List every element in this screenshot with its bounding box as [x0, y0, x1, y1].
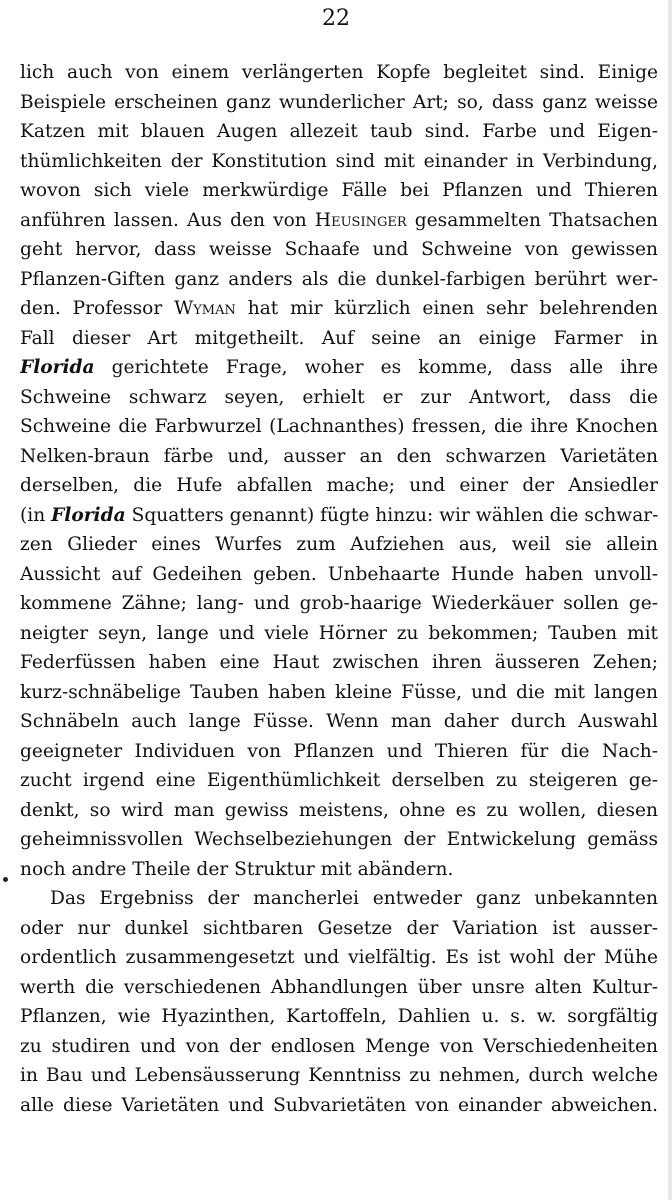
text-line: Nelken-braun färbe und, ausser an den schwarzen Varietäten	[20, 445, 658, 467]
text-line: zucht irgend eine Eigenthümlichkeit derselben zu steigeren ge-	[20, 770, 658, 791]
paragraph-laws-of-variation	[20, 884, 658, 1120]
text-segment: gerichtete Frage, woher es komme, dass alle ihre	[94, 357, 658, 378]
text-line	[20, 501, 658, 531]
text-line: Das Ergebniss der mancherlei entweder ganz unbekannten	[50, 888, 658, 909]
text-line: zen Glieder eines Wurfes zum Aufziehen aus, weil sie allein	[20, 534, 658, 555]
text-line: lich auch von einem verlängerten Kopfe begleitet sind. Einige	[20, 62, 658, 83]
text-line: kommene Zähne; lang- und grob-haarige Wiederkäuer sollen ge-	[20, 593, 658, 614]
paragraph-variation-correlations	[20, 58, 658, 884]
text-line	[20, 206, 658, 236]
text-line: oder nur dunkel sichtbaren Gesetze der Variation ist ausser-	[20, 917, 658, 939]
text-line: geheimnissvollen Wechselbeziehungen der Entwickelung gemäss	[20, 829, 658, 850]
body-text	[20, 58, 658, 1120]
text-line	[20, 353, 658, 383]
text-segment: Squatters genannt) fügte hinzu: wir wählen die schwar-	[125, 504, 658, 526]
text-line: geht hervor, dass weisse Schaafe und Schweine von gewissen	[20, 239, 658, 260]
text-line: in Bau und Lebensäusserung Kenntniss zu nehmen, durch welche	[20, 1065, 658, 1086]
text-line: Beispiele erscheinen ganz wunderlicher Art; so, dass ganz weisse	[20, 91, 658, 113]
text-line: Pflanzen, wie Hyazinthen, Kartoffeln, Dahlien u. s. w. sorgfältig	[20, 1006, 658, 1027]
text-line: ordentlich zusammengesetzt und vielfältig. Es ist wohl der Mühe	[20, 947, 658, 968]
place-name-florida: Florida	[20, 357, 95, 378]
text-line: alle diese Varietäten und Subvarietäten von einander abweichen.	[20, 1094, 658, 1116]
author-name-wyman: Wyman	[174, 298, 236, 319]
text-line: Federfüssen haben eine Haut zwischen ihren äusseren Zehen;	[20, 652, 658, 673]
text-line: denkt, so wird man gewiss meistens, ohne es zu wollen, diesen	[20, 799, 658, 821]
text-line: Schweine schwarz seyen, erhielt er zur Antwort, dass die	[20, 386, 658, 408]
text-line: werth die verschiedenen Abhandlungen über unsre alten Kultur-	[20, 976, 658, 998]
text-line: noch andre Theile der Struktur mit abändern.	[20, 858, 454, 880]
text-line	[20, 294, 658, 324]
page-number: 22	[322, 6, 350, 31]
text-line: derselben, die Hufe abfallen mache; und einer der Ansiedler	[20, 475, 658, 496]
author-name-heusinger: Heusinger	[314, 209, 407, 231]
text-segment: den. Professor	[20, 298, 175, 319]
text-line: Schweine die Farbwurzel (Lachnanthes) fressen, die ihre Knochen	[20, 416, 658, 437]
text-line: Fall dieser Art mitgetheilt. Auf seine an einige Farmer in	[20, 327, 658, 349]
text-segment: gesammelten Thatsachen	[406, 209, 658, 231]
text-line: Pflanzen-Giften ganz anders als die dunkel-farbigen berührt wer-	[20, 268, 658, 290]
text-line: kurz-schnäbelige Tauben haben kleine Füsse, und die mit langen	[20, 681, 658, 703]
text-line: Schnäbeln auch lange Füsse. Wenn man daher durch Auswahl	[20, 711, 658, 732]
text-line: thümlichkeiten der Konstitution sind mit einander in Verbindung,	[20, 150, 658, 172]
text-segment: (in	[20, 504, 52, 526]
ink-speck	[3, 877, 8, 882]
text-segment: anführen lassen. Aus den von	[20, 209, 315, 231]
text-line: geeigneter Individuen von Pflanzen und Thieren für die Nach-	[20, 740, 658, 762]
text-line: neigter seyn, lange und viele Hörner zu bekommen; Tauben mit	[20, 622, 658, 644]
page-edge	[668, 0, 672, 1200]
text-line: wovon sich viele merkwürdige Fälle bei Pflanzen und Thieren	[20, 180, 658, 201]
text-segment: hat mir kürzlich einen sehr belehrenden	[235, 298, 658, 319]
text-line: Aussicht auf Gedeihen geben. Unbehaarte Hunde haben unvoll-	[20, 563, 658, 585]
text-line: Katzen mit blauen Augen allezeit taub sind. Farbe und Eigen-	[20, 121, 658, 142]
place-name-florida: Florida	[51, 504, 126, 526]
text-line: zu studiren und von der endlosen Menge von Verschiedenheiten	[20, 1035, 658, 1057]
